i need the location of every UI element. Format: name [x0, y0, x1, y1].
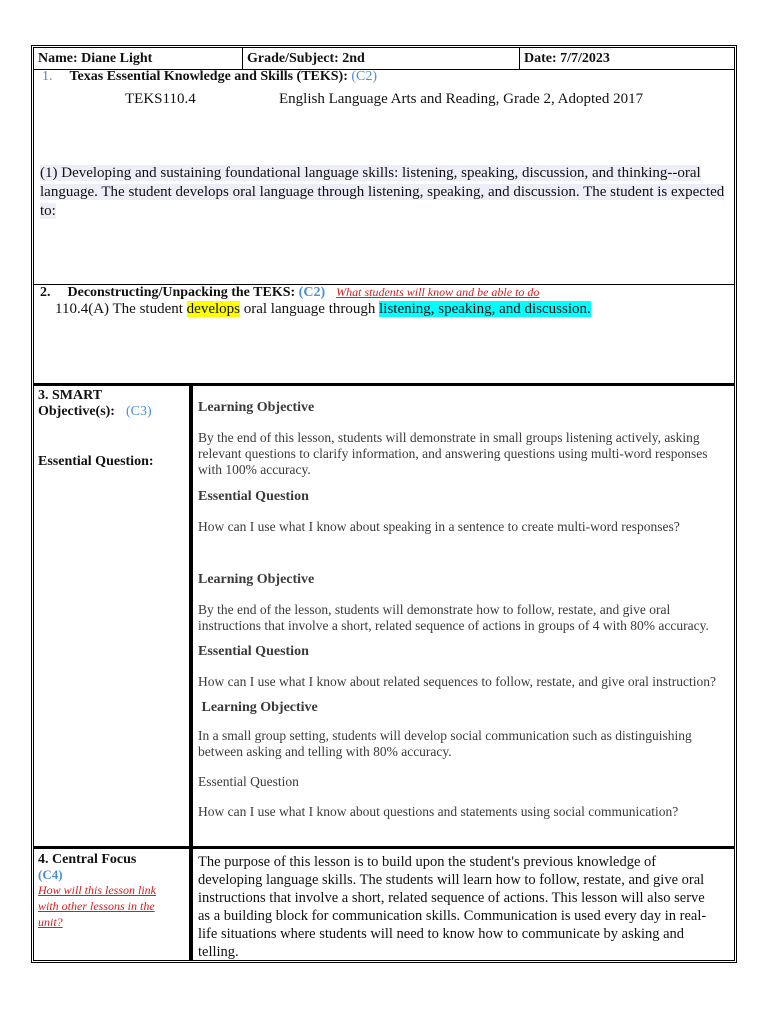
- teks-heading: [42, 69, 377, 85]
- teks-section: [34, 69, 734, 285]
- smart-title: 3. SMART: [38, 388, 103, 403]
- smart-content-column: [193, 386, 734, 846]
- section-note: with other lessons in the: [38, 899, 155, 913]
- teks-title: English Language Arts and Reading, Grade 2, Adopted 2017: [279, 91, 644, 107]
- highlighted-content: listening, speaking, and discussion.: [379, 301, 591, 317]
- grade-subject-field: Grade/Subject: 2nd: [243, 48, 520, 69]
- section-number: 2.: [40, 285, 51, 300]
- objective-text: By the end of this lesson, students will demonstrate in small groups listening actively, asking relevant questions to clarify information, and answering questions using multi-word responses with 100% accuracy.: [198, 430, 708, 477]
- central-focus-content-column: [193, 849, 734, 960]
- section-code: (C2): [298, 285, 326, 300]
- central-focus-title: 4. Central Focus: [38, 852, 137, 867]
- central-focus-text: The purpose of this lesson is to build upon the student's previous knowledge of developing language skills. The students will learn how to follow, restate, and give oral instructions that involve a short, related sequence of actions. This lesson will also serve as a building block for communication skills. Communication is used every day in real- life situations where students will need to know how to communicate by asking and telling.: [198, 854, 707, 960]
- standard-line: to:: [40, 203, 56, 219]
- smart-objectives-section: [34, 386, 734, 849]
- name-field: Name: Diane Light: [34, 48, 243, 69]
- central-focus-label: [38, 851, 156, 930]
- section-title: Texas Essential Knowledge and Skills (TEKS):: [69, 69, 348, 84]
- standard-text-before: 110.4(A) The student: [55, 301, 187, 317]
- smart-label-column: [34, 386, 193, 846]
- standard-text: [40, 164, 730, 221]
- date-field: Date: 7/7/2023: [524, 51, 610, 66]
- essential-question-label: Essential Question:: [38, 454, 154, 469]
- highlighted-verb: develops: [186, 301, 240, 317]
- section-note: unit?: [38, 915, 63, 929]
- section-note: How will this lesson link: [38, 883, 157, 897]
- essential-question-heading: Essential Question: [198, 644, 309, 659]
- objectives-label: Objective(s):: [38, 404, 115, 419]
- essential-question-text: How can I use what I know about speaking in a sentence to create multi-word responses?: [198, 519, 680, 534]
- essential-question-text: How can I use what I know about related sequences to follow, restate, and give oral instruction?: [198, 674, 716, 689]
- objective-text: In a small group setting, students will develop social communication such as distinguishing between asking and telling with 80% accuracy.: [198, 728, 692, 759]
- essential-question-heading: Essential Question: [198, 774, 299, 789]
- standard-line: language. The student develops oral language through listening, speaking, and discussion. The student is expected: [40, 184, 725, 200]
- header-row: [34, 48, 734, 70]
- objective-heading: Learning Objective: [198, 400, 315, 415]
- smart-label: [38, 388, 152, 420]
- standard-text-middle: oral language through: [239, 301, 380, 317]
- section-title: Deconstructing/Unpacking the TEKS:: [67, 285, 296, 300]
- teks-id: TEKS110.4: [125, 91, 196, 107]
- central-focus-label-column: [34, 849, 193, 960]
- unpacking-section: [34, 284, 734, 386]
- objective-heading: Learning Objective: [198, 700, 318, 715]
- unpacked-standard: [55, 301, 591, 318]
- objective-text: By the end of the lesson, students will demonstrate how to follow, restate, and give oral instructions that involve a short, related sequence of actions in groups of 4 with 80% accuracy.: [198, 602, 709, 633]
- section-number: 1.: [42, 69, 53, 84]
- section-code: (C4): [38, 867, 63, 882]
- section-code: (C3): [125, 404, 152, 419]
- essential-question-heading: Essential Question: [198, 489, 309, 504]
- lesson-plan-page: [31, 45, 737, 963]
- unpacking-heading: [40, 284, 539, 301]
- central-focus-section: [34, 849, 734, 960]
- section-code: (C2): [351, 69, 378, 84]
- objective-heading: Learning Objective: [198, 572, 315, 587]
- essential-question-text: How can I use what I know about questions and statements using social communication?: [198, 804, 679, 819]
- section-note: What students will know and be able to do: [336, 285, 540, 299]
- standard-line: (1) Developing and sustaining foundational language skills: listening, speaking, discussion, and thinking--oral: [40, 165, 701, 181]
